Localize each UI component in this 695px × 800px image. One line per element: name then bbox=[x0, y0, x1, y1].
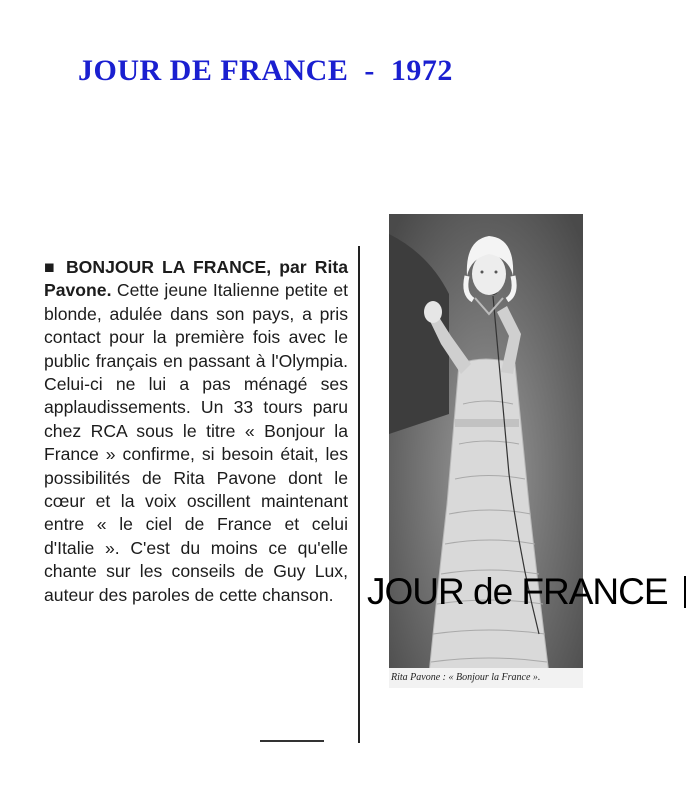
stamp-bar bbox=[684, 576, 686, 608]
article-lead-text: BONJOUR LA FRANCE, par Rita Pavone. bbox=[44, 257, 349, 301]
bottom-rule bbox=[260, 740, 324, 742]
publication-stamp: JOUR de FRANCE bbox=[367, 571, 668, 612]
article-text bbox=[44, 256, 348, 607]
article-clipping bbox=[36, 246, 360, 743]
article-body: Cette jeune Italienne petite et blonde, adulée dans son pays, a pris contact pour la première fois avec le public français en passant à l'Olympia. Celui-ci ne lui a pas ménagé ses applaudissements. Un 33 tours paru chez RCA sous le titre « Bonjour la France » confirme, si besoin était, les possibilités de Rita Pavone dont le cœur et la voix oscillent maintenant entre « le ciel de France et celui d'Italie ». C'est du moins ce qu'elle chante sur les conseils de Guy Lux, auteur des paroles de cette chanson. bbox=[44, 280, 348, 605]
photo-caption: Rita Pavone : « Bonjour la France ». bbox=[389, 668, 583, 688]
article-lead: ■ BONJOUR LA FRANCE, par Rita Pavone. bbox=[44, 257, 349, 301]
page-title: JOUR DE FRANCE - 1972 bbox=[78, 54, 453, 87]
